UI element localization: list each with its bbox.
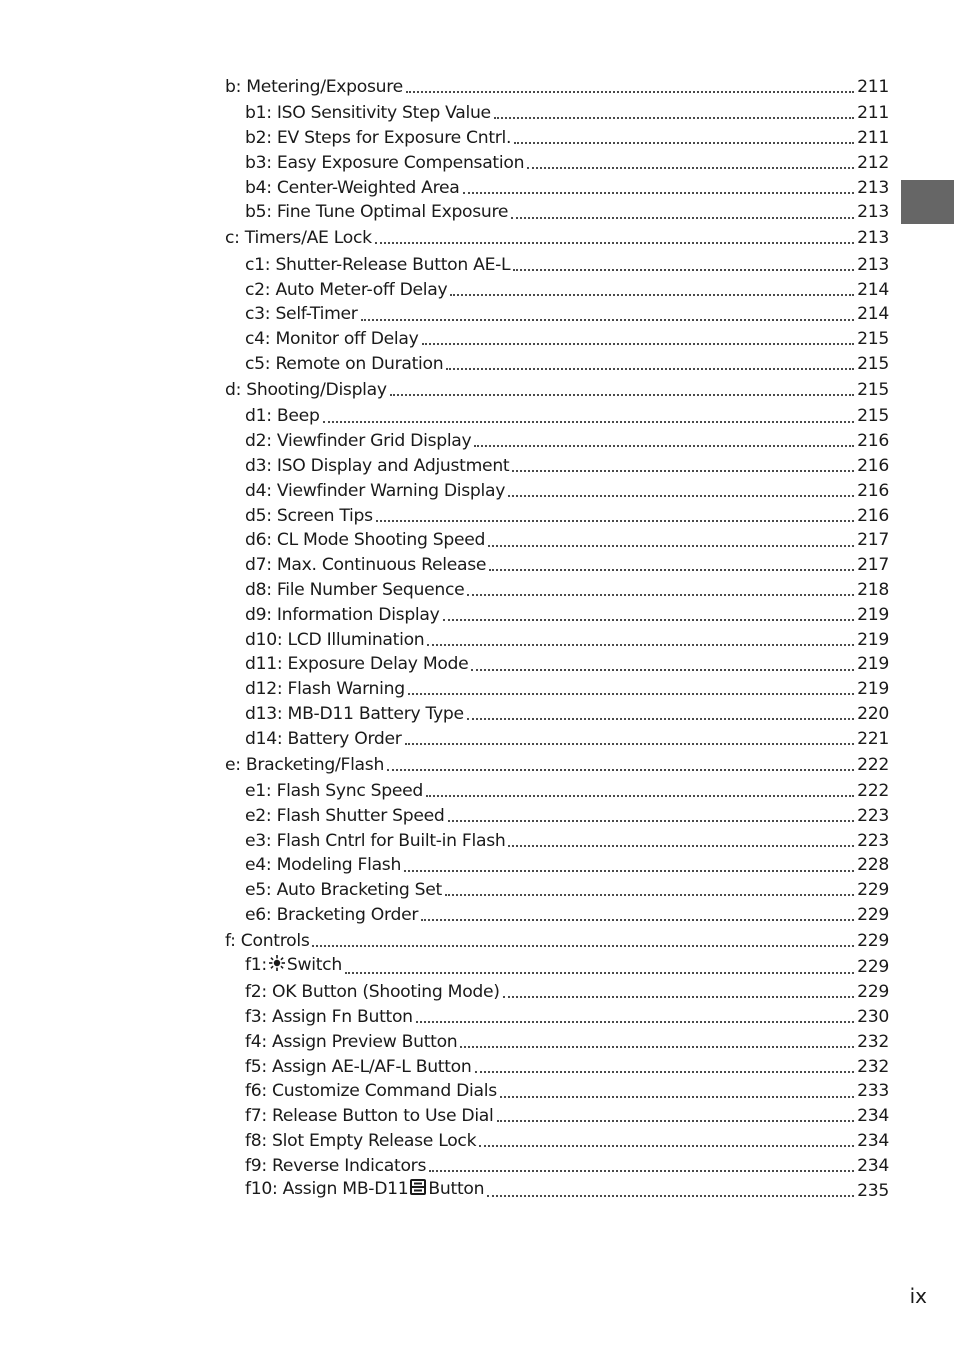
toc-entry[interactable]	[225, 348, 889, 373]
toc-entry[interactable]	[225, 1101, 889, 1126]
dot-leader	[497, 1120, 855, 1122]
dot-leader	[489, 569, 854, 571]
toc-entry-page-number: 216	[857, 455, 889, 476]
toc-entry[interactable]	[225, 624, 889, 649]
toc-entry-label: d13: MB-D11 Battery Type	[245, 703, 464, 724]
toc-entry[interactable]	[225, 899, 889, 924]
toc-entry[interactable]	[225, 426, 889, 451]
toc-entry-label: c4: Monitor off Delay	[245, 329, 419, 350]
toc-entry-label: e: Bracketing/Flash	[225, 754, 385, 775]
toc-entry-page-number: 234	[857, 1106, 889, 1127]
toc-entry-page-number: 213	[857, 254, 889, 275]
toc-entry[interactable]	[225, 450, 889, 475]
toc-entry-page-number: 221	[857, 728, 889, 749]
toc-entry-page-number: 217	[857, 555, 889, 576]
toc-entry-page-number: 223	[857, 805, 889, 826]
toc-section-entry[interactable]	[225, 373, 889, 399]
dot-leader	[450, 294, 854, 296]
toc-entry[interactable]	[225, 698, 889, 723]
table-of-contents	[225, 70, 889, 1200]
toc-entry-page-number: 222	[857, 754, 889, 775]
toc-entry-label: e1: Flash Sync Speed	[245, 781, 424, 802]
toc-entry[interactable]	[225, 1076, 889, 1101]
toc-section-entry[interactable]	[225, 222, 889, 248]
toc-entry[interactable]	[225, 950, 889, 977]
toc-entry-label	[245, 1178, 484, 1200]
toc-entry-label: b3: Easy Exposure Compensation	[245, 152, 525, 173]
dot-leader	[488, 545, 854, 547]
dot-leader	[443, 619, 855, 621]
dot-leader	[500, 1096, 854, 1098]
toc-entry[interactable]	[225, 875, 889, 900]
toc-section-entry[interactable]	[225, 70, 889, 96]
toc-entry-label: f3: Assign Fn Button	[245, 1007, 413, 1028]
dot-leader	[474, 445, 854, 447]
toc-entry-page-number: 229	[857, 880, 889, 901]
toc-entry-page-number: 234	[857, 1155, 889, 1176]
toc-entry-page-number: 223	[857, 830, 889, 851]
toc-entry-label: d3: ISO Display and Adjustment	[245, 455, 510, 476]
dot-leader	[416, 1021, 854, 1023]
toc-entry-label: c1: Shutter-Release Button AE-L	[245, 254, 511, 275]
chapter-tab-marker	[901, 180, 954, 224]
dot-leader	[408, 693, 854, 695]
dot-leader	[463, 192, 855, 194]
toc-entry[interactable]	[225, 475, 889, 500]
toc-entry-page-number: 212	[857, 152, 889, 173]
dot-leader	[406, 91, 854, 93]
toc-entry-page-number: 214	[857, 304, 889, 325]
dot-leader	[503, 996, 854, 998]
illumination-icon	[268, 954, 286, 976]
toc-entry[interactable]	[225, 324, 889, 349]
toc-entry-page-number: 216	[857, 480, 889, 501]
toc-entry-page-number: 222	[857, 781, 889, 802]
toc-entry-page-number: 215	[857, 406, 889, 427]
toc-entry[interactable]	[225, 1150, 889, 1175]
dot-leader	[429, 1170, 854, 1172]
dot-leader	[471, 669, 854, 671]
dot-leader	[460, 1046, 854, 1048]
toc-entry-page-number: 219	[857, 654, 889, 675]
toc-entry-page-number: 211	[857, 103, 889, 124]
dot-leader	[511, 217, 854, 219]
dot-leader	[361, 319, 855, 321]
dot-leader	[479, 1145, 854, 1147]
toc-entry-label: f2: OK Button (Shooting Mode)	[245, 982, 500, 1003]
toc-entry[interactable]	[225, 723, 889, 748]
toc-entry-label: b: Metering/Exposure	[225, 76, 403, 97]
toc-entry[interactable]	[225, 1051, 889, 1076]
toc-entry[interactable]	[225, 122, 889, 147]
dot-leader	[527, 167, 854, 169]
dot-leader	[514, 142, 854, 144]
toc-entry-label: b1: ISO Sensitivity Step Value	[245, 103, 491, 124]
toc-entry[interactable]	[225, 1175, 889, 1200]
dot-leader	[390, 394, 854, 396]
toc-entry[interactable]	[225, 299, 889, 324]
toc-entry-label	[245, 954, 342, 976]
toc-entry-label: d8: File Number Sequence	[245, 579, 465, 600]
dot-leader	[405, 743, 855, 745]
dot-leader	[487, 1195, 854, 1197]
toc-entry-page-number: 211	[857, 127, 889, 148]
toc-entry[interactable]	[225, 1026, 889, 1051]
toc-entry-label-suffix: Button	[428, 1178, 485, 1199]
toc-entry[interactable]	[225, 649, 889, 674]
toc-entry[interactable]	[225, 1125, 889, 1150]
dot-leader	[421, 919, 854, 921]
toc-entry[interactable]	[225, 96, 889, 123]
dot-leader	[312, 945, 854, 947]
toc-entry-label-prefix: f10: Assign MB-D11	[245, 1178, 409, 1199]
dot-leader	[445, 894, 854, 896]
toc-entry-label: d: Shooting/Display	[225, 379, 387, 400]
toc-entry[interactable]	[225, 1001, 889, 1026]
toc-entry-label: f5: Assign AE-L/AF-L Button	[245, 1056, 472, 1077]
dot-leader	[508, 845, 854, 847]
toc-section-entry[interactable]	[225, 748, 889, 774]
dot-leader	[422, 343, 855, 345]
toc-entry-label: e3: Flash Cntrl for Built-in Flash	[245, 830, 506, 851]
dot-leader	[375, 242, 854, 244]
toc-entry-label: b4: Center-Weighted Area	[245, 177, 460, 198]
toc-entry-label: c3: Self-Timer	[245, 304, 358, 325]
toc-entry-page-number: 234	[857, 1131, 889, 1152]
dot-leader	[404, 870, 854, 872]
toc-entry-label: c: Timers/AE Lock	[225, 228, 372, 249]
toc-entry-page-number: 211	[857, 76, 889, 97]
dot-leader	[387, 769, 854, 771]
toc-entry-label: f: Controls	[225, 930, 310, 951]
toc-entry-page-number: 220	[857, 703, 889, 724]
toc-entry-page-number: 215	[857, 353, 889, 374]
toc-entry-label: d9: Information Display	[245, 604, 440, 625]
toc-entry-page-number: 235	[857, 1180, 889, 1201]
toc-entry[interactable]	[225, 825, 889, 850]
toc-entry[interactable]	[225, 599, 889, 624]
toc-entry-label: d5: Screen Tips	[245, 505, 373, 526]
toc-entry-page-number: 216	[857, 431, 889, 452]
toc-entry-label-suffix: Switch	[286, 955, 342, 976]
toc-entry-label: f6: Customize Command Dials	[245, 1081, 497, 1102]
af-on-button-icon	[409, 1178, 427, 1200]
toc-entry-page-number: 218	[857, 579, 889, 600]
dot-leader	[475, 1071, 855, 1073]
toc-entry[interactable]	[225, 574, 889, 599]
dot-leader	[448, 820, 855, 822]
toc-entry[interactable]	[225, 525, 889, 550]
toc-entry-page-number: 219	[857, 679, 889, 700]
toc-entry-label: d12: Flash Warning	[245, 679, 405, 700]
toc-entry[interactable]	[225, 147, 889, 172]
dot-leader	[467, 594, 854, 596]
toc-entry[interactable]	[225, 500, 889, 525]
toc-entry-label: d11: Exposure Delay Mode	[245, 654, 469, 675]
toc-entry-page-number: 216	[857, 505, 889, 526]
toc-entry-label: f9: Reverse Indicators	[245, 1155, 427, 1176]
dot-leader	[513, 269, 854, 271]
toc-entry-label: b5: Fine Tune Optimal Exposure	[245, 202, 509, 223]
toc-entry-label: d4: Viewfinder Warning Display	[245, 480, 506, 501]
toc-entry-page-number: 213	[857, 228, 889, 249]
toc-entry-page-number: 217	[857, 530, 889, 551]
toc-entry-label: e5: Auto Bracketing Set	[245, 880, 442, 901]
toc-entry-page-number: 229	[857, 982, 889, 1003]
toc-entry-label: d14: Battery Order	[245, 728, 402, 749]
toc-entry-page-number: 213	[857, 177, 889, 198]
toc-entry-page-number: 213	[857, 202, 889, 223]
toc-entry[interactable]	[225, 172, 889, 197]
toc-entry-page-number: 215	[857, 329, 889, 350]
toc-section-entry[interactable]	[225, 924, 889, 950]
toc-entry-label: e2: Flash Shutter Speed	[245, 805, 445, 826]
toc-entry[interactable]	[225, 674, 889, 699]
toc-entry[interactable]	[225, 800, 889, 825]
toc-entry-page-number: 229	[857, 930, 889, 951]
toc-entry-page-number: 232	[857, 1056, 889, 1077]
dot-leader	[508, 495, 854, 497]
toc-entry-label: c2: Auto Meter-off Delay	[245, 279, 448, 300]
toc-entry-page-number: 230	[857, 1007, 889, 1028]
toc-entry-page-number: 229	[857, 957, 889, 978]
toc-entry-label: f4: Assign Preview Button	[245, 1031, 458, 1052]
toc-entry-page-number: 219	[857, 604, 889, 625]
toc-entry-label: d10: LCD Illumination	[245, 629, 425, 650]
dot-leader	[467, 718, 854, 720]
toc-entry-label-prefix: f1:	[245, 955, 267, 976]
toc-entry[interactable]	[225, 774, 889, 801]
dot-leader	[323, 421, 855, 423]
toc-entry[interactable]	[225, 197, 889, 222]
toc-entry-page-number: 232	[857, 1031, 889, 1052]
dot-leader	[376, 520, 854, 522]
toc-entry-label: b2: EV Steps for Exposure Cntrl.	[245, 127, 512, 148]
toc-entry-page-number: 219	[857, 629, 889, 650]
dot-leader	[426, 795, 854, 797]
dot-leader	[494, 117, 854, 119]
dot-leader	[512, 470, 854, 472]
toc-entry[interactable]	[225, 247, 889, 274]
toc-entry-label: d6: CL Mode Shooting Speed	[245, 530, 486, 551]
toc-entry[interactable]	[225, 977, 889, 1002]
toc-entry-label: f7: Release Button to Use Dial	[245, 1106, 494, 1127]
toc-entry-label: e6: Bracketing Order	[245, 905, 419, 926]
toc-entry-label: d7: Max. Continuous Release	[245, 555, 487, 576]
toc-entry-label: e4: Modeling Flash	[245, 855, 402, 876]
toc-entry[interactable]	[225, 850, 889, 875]
toc-entry[interactable]	[225, 274, 889, 299]
toc-entry-page-number: 229	[857, 905, 889, 926]
toc-entry-label: d1: Beep	[245, 406, 320, 427]
dot-leader	[427, 644, 854, 646]
toc-entry[interactable]	[225, 399, 889, 426]
page-number: ix	[909, 1284, 927, 1308]
toc-entry-label: f8: Slot Empty Release Lock	[245, 1131, 477, 1152]
toc-entry-label: c5: Remote on Duration	[245, 353, 444, 374]
toc-entry-page-number: 233	[857, 1081, 889, 1102]
toc-entry-page-number: 214	[857, 279, 889, 300]
dot-leader	[446, 368, 854, 370]
toc-entry-page-number: 215	[857, 379, 889, 400]
dot-leader	[345, 972, 854, 974]
toc-entry-page-number: 228	[857, 855, 889, 876]
toc-entry-label: d2: Viewfinder Grid Display	[245, 431, 472, 452]
toc-entry[interactable]	[225, 550, 889, 575]
